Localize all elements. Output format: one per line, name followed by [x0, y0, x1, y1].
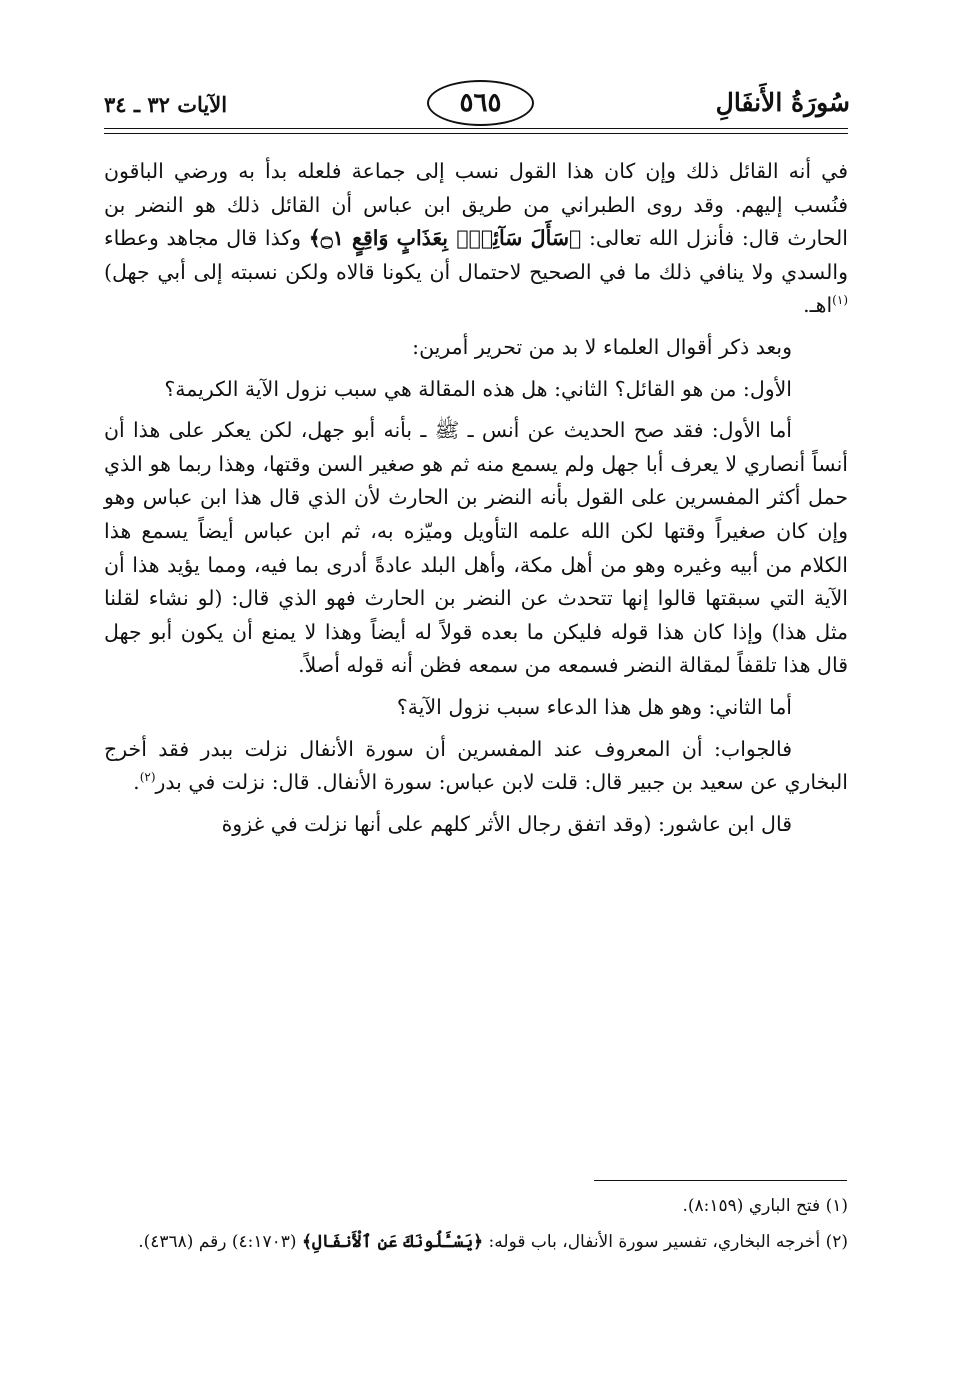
paragraph-2: وبعد ذكر أقوال العلماء لا بد من تحرير أمرين:	[412, 334, 792, 359]
header-rule-thin	[104, 133, 848, 134]
paragraph-6	[104, 733, 848, 800]
header-rule	[104, 128, 848, 129]
footnote-2-text-a: (٢) أخرجه البخاري، تفسير سورة الأنفال، باب قوله:	[483, 1232, 848, 1252]
footnote-2	[104, 1229, 848, 1255]
quran-quote: ﴿سَأَلَ سَآئِلُۢ بِعَذَابٍ وَاقِعٍ ۝١﴾	[308, 226, 582, 251]
footnote-ref-2: (٢)	[139, 770, 156, 785]
footnote-2-quran: ﴿يَسْـَٔلُونَكَ عَنِ ٱلْأَنفَالِ﴾	[301, 1232, 484, 1252]
paragraph-3: الأول: من هو القائل؟ الثاني: هل هذه المقالة هي سبب نزول الآية الكريمة؟	[164, 376, 792, 401]
running-head-surah: سُورَةُ الأَنفَالِ	[715, 88, 850, 117]
paragraph-5: أما الثاني: وهو هل هذا الدعاء سبب نزول الآية؟	[396, 694, 792, 719]
paragraph-1-text-c: اهـ.	[803, 293, 833, 318]
paragraph-1-text-a: في أنه القائل ذلك وإن كان هذا القول نسب إلى جماعة فلعله بدأ به ورضي الباقون فنُسب إليهم. وقد روى الطبراني من طريق ابن عباس أن القائل ذلك هو النضر بن الحارث قال: فأنزل الله تعالى:	[104, 159, 848, 251]
paragraph-1-text-b: وكذا قال مجاهد وعطاء والسدي ولا ينافي ذلك ما في الصحيح لاحتمال أن يكونا قالاه ولكن نسبته إلى أبي جهل)	[104, 226, 848, 284]
paragraph-1	[104, 155, 848, 323]
paragraph-6-text-b: .	[133, 770, 140, 795]
paragraph-7: قال ابن عاشور: (وقد اتفق رجال الأثر كلهم على أنها نزلت في غزوة	[221, 811, 792, 836]
footnote-ref-1: (١)	[832, 293, 848, 308]
page-number: ٥٦٥	[427, 80, 534, 126]
footnote-rule	[594, 1180, 847, 1181]
footnote-1: (١) فتح الباري (٨:١٥٩).	[682, 1196, 848, 1216]
paragraph-6-text-a: فالجواب: أن المعروف عند المفسرين أن سورة الأنفال نزلت ببدر فقد أخرج البخاري عن سعيد بن جبير قال: قلت لابن عباس: سورة الأنفال. قال: نزلت في بدر	[104, 736, 848, 795]
running-head-ayat: الآيات ٣٢ ـ ٣٤	[104, 92, 228, 117]
footnote-2-text-b: (٤:١٧٠٣) رقم (٤٣٦٨).	[138, 1232, 302, 1252]
paragraph-4: أما الأول: فقد صح الحديث عن أنس ـ ﷺ ـ بأنه أبو جهل، لكن يعكر على هذا أن أنساً أنصاري لا يعرف أبا جهل ولم يسمع منه ثم هو صغير السن وقتها، وهذا ربما هو الذي حمل أكثر المفسرين على القول بأنه النضر بن الحارث لأن الذي قال هذا ابن عباس وهو وإن كان صغيراً وقتها لكن الله علمه التأويل وميّزه به، ثم ابن عباس أيضاً يسمع هذا الكلام من أبيه وغيره وهو من أهل مكة، وأهل البلد عادةً أدرى بما فيه، ومما يؤيد هذا أن الآية التي سبقتها قالوا إنها تتحدث عن النضر بن الحارث فهو الذي قال: (لو نشاء لقلنا مثل هذا) وإذا كان هذا قوله فليكن ما بعده قولاً له أيضاً وهذا لا يمنع أن يكون أبو جهل قال هذا تلقفاً لمقالة النضر فسمعه من سمعه فظن أنه قوله أصلاً.	[104, 418, 848, 678]
main-text	[104, 155, 848, 849]
